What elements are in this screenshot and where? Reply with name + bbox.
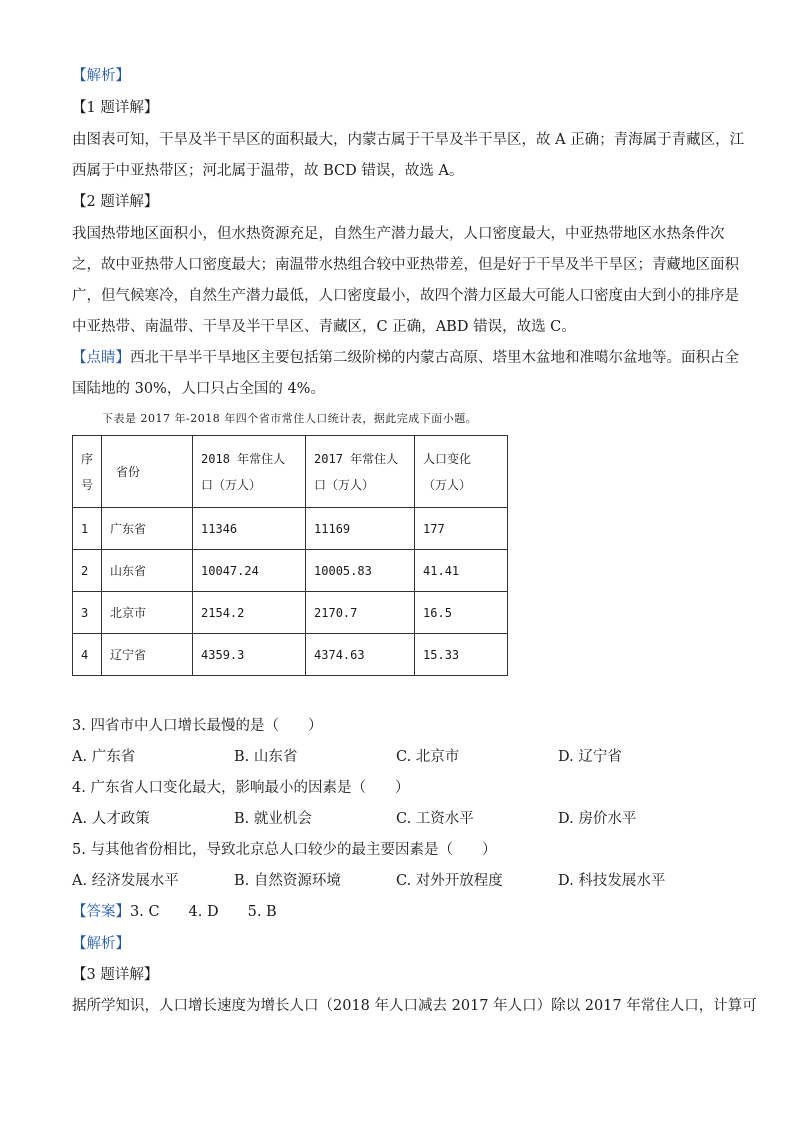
cell-index: 3 [73, 592, 102, 634]
q3-option-b: B. 山东省 [234, 749, 298, 765]
q5-option-a: A. 经济发展水平 [72, 873, 179, 889]
q5-option-b: B. 自然资源环境 [234, 873, 341, 889]
header-cell-change: 人口变化 （万人） [415, 436, 508, 508]
q2-explanation-line-1: 我国热带地区面积小，但水热资源充足，自然生产潜力最大，人口密度最大，中亚热带地区水热条件次 [72, 226, 725, 242]
table-row [73, 508, 508, 550]
cell-2018: 11346 [193, 508, 306, 550]
header-cell-index: 序 号 [73, 436, 102, 508]
q2-explanation-line-3: 广，但气候寒冷，自然生产潜力最低，人口密度最小，故四个潜力区最大可能人口密度由大到小的排序是 [72, 288, 739, 304]
cell-change: 177 [415, 508, 508, 550]
question-3-stem: 3. 四省市中人口增长最慢的是（ ） [72, 718, 323, 734]
table-row [73, 634, 508, 676]
cell-2017: 11169 [306, 508, 415, 550]
answer-heading: 【答案】 [72, 904, 130, 920]
table-row [73, 592, 508, 634]
q4-option-c: C. 工资水平 [396, 811, 474, 827]
tip-paragraph-line-2: 国陆地的 30%，人口只占全国的 4%。 [72, 381, 325, 397]
cell-2017: 10005.83 [306, 550, 415, 592]
analysis-heading: 【解析】 [72, 68, 130, 84]
answer-line [72, 902, 722, 922]
q3-option-c: C. 北京市 [396, 749, 460, 765]
cell-change: 41.41 [415, 550, 508, 592]
q2-detail-heading: 【2 题详解】 [72, 194, 159, 210]
tip-heading: 【点睛】 [72, 350, 130, 366]
cell-2018: 10047.24 [193, 550, 306, 592]
q5-option-c: C. 对外开放程度 [396, 873, 503, 889]
q4-option-d: D. 房价水平 [558, 811, 637, 827]
cell-change: 16.5 [415, 592, 508, 634]
answer-text: 3. C 4. D 5. B [130, 904, 277, 920]
cell-province: 北京市 [102, 592, 193, 634]
cell-2017: 2170.7 [306, 592, 415, 634]
q3-option-a: A. 广东省 [72, 749, 136, 765]
cell-change: 15.33 [415, 634, 508, 676]
header-cell-2018: 2018 年常住人 口（万人） [193, 436, 306, 508]
population-table [72, 435, 508, 676]
tip-paragraph-line-1 [72, 348, 739, 368]
table-header-row [73, 436, 508, 508]
q2-explanation-line-4: 中亚热带、南温带、干旱及半干旱区、青藏区，C 正确，ABD 错误，故选 C。 [72, 319, 576, 335]
cell-index: 4 [73, 634, 102, 676]
q3-option-d: D. 辽宁省 [558, 749, 622, 765]
table-row [73, 550, 508, 592]
cell-2017: 4374.63 [306, 634, 415, 676]
cell-2018: 2154.2 [193, 592, 306, 634]
cell-index: 2 [73, 550, 102, 592]
q4-option-b: B. 就业机会 [234, 811, 312, 827]
q3-explanation-line-1: 据所学知识，人口增长速度为增长人口（2018 年人口减去 2017 年人口）除以 2017 年常住人口，计算可 [72, 998, 757, 1014]
cell-province: 山东省 [102, 550, 193, 592]
tip-text-1: 西北干旱半干旱地区主要包括第二级阶梯的内蒙古高原、塔里木盆地和准噶尔盆地等。面积占全 [130, 350, 739, 366]
question-4-stem: 4. 广东省人口变化最大，影响最小的因素是（ ） [72, 780, 410, 796]
q1-explanation-line-2: 西属于中亚热带区；河北属于温带，故 BCD 错误，故选 A。 [72, 163, 464, 179]
analysis-heading-2: 【解析】 [72, 936, 130, 952]
header-cell-province: 省份 [102, 436, 193, 508]
question-5-stem: 5. 与其他省份相比，导致北京总人口较少的最主要因素是（ ） [72, 842, 497, 858]
q2-explanation-line-2: 之，故中亚热带人口密度最大；南温带水热组合较中亚热带差，但是好于干旱及半干旱区；青藏地区面积 [72, 257, 739, 273]
q5-option-d: D. 科技发展水平 [558, 873, 666, 889]
q1-explanation-line-1: 由图表可知，干旱及半干旱区的面积最大，内蒙古属于干旱及半干旱区，故 A 正确；青海属于青藏区，江 [72, 132, 745, 148]
q3-detail-heading: 【3 题详解】 [72, 967, 159, 983]
q4-option-a: A. 人才政策 [72, 811, 150, 827]
cell-index: 1 [73, 508, 102, 550]
header-cell-2017: 2017 年常住人 口（万人） [306, 436, 415, 508]
cell-province: 辽宁省 [102, 634, 193, 676]
q1-detail-heading: 【1 题详解】 [72, 100, 159, 116]
cell-2018: 4359.3 [193, 634, 306, 676]
table-caption: 下表是 2017 年-2018 年四个省市常住人口统计表，据此完成下面小题。 [102, 412, 478, 425]
cell-province: 广东省 [102, 508, 193, 550]
